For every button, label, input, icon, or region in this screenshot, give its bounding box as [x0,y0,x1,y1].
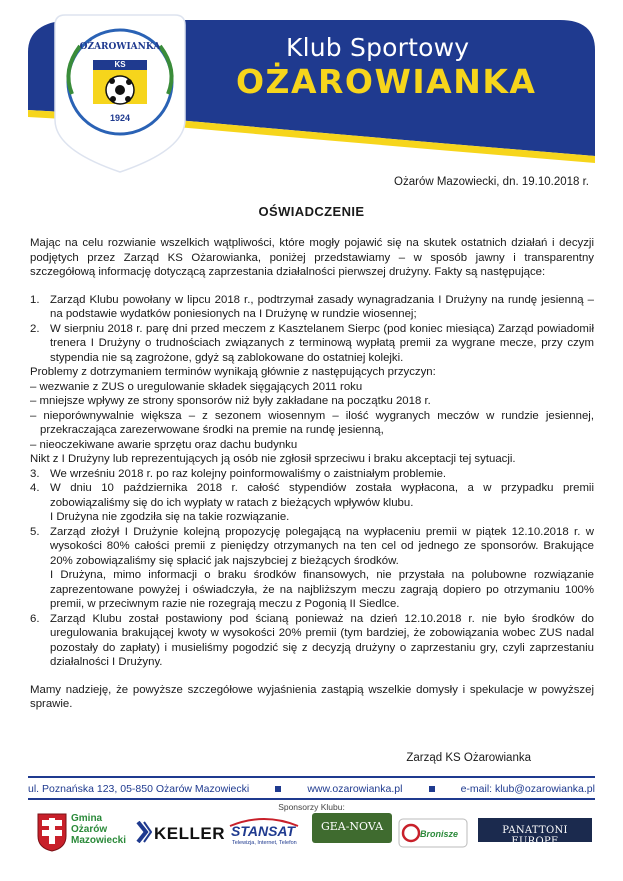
square-bullet-icon [275,786,281,792]
list-item-text: I Drużyna, mimo informacji o braku środków finansowych, nie przystała na polubowne rozwiązanie zaprezentowane powyżej i oświadczyła, że na najbliższym meczu zagrają dopiero po otrzymaniu 100% premii, w przeciwnym razie nie rozegrają meczu z Pogonią II Siedlce. [50,569,594,610]
intro-paragraph: Mając na celu rozwianie wszelkich wątpliwości, które mogły pojawić się na skutek ostatnich działań i decyzji podjętych przez Zarząd KS Ożarowianka, poniżej przedstawiamy – w sposób jawny i transparentny szczegółową informację dotyczącą zaprzestania działalności pierwszej drużyny. Fakty są następujące: [30,237,594,278]
footer-address: ul. Poznańska 123, 05-850 Ożarów Mazowiecki [28,783,250,795]
list-item-number: 5. [30,525,40,538]
list-item [30,481,594,525]
crest-year: 1924 [109,113,131,123]
list-item-text: W sierpniu 2018 r. parę dni przed meczem z Kasztelanem Sierpc (pod koniec miesiąca) Zarząd powiadomił trenera I Drużyny o trudnościach związanych z terminową wypłatą premii za wygrane mecze, przy czym stypendia nie są zagrożone, gdyż są zablokowane do ostatniej kolejki. [50,322,594,364]
signature: Zarząd KS Ożarowianka [406,752,531,764]
list-item-number: 6. [30,612,40,625]
document-date: Ożarów Mazowiecki, dn. 19.10.2018 r. [394,176,589,188]
document-title: OŚWIADCZENIE [258,204,365,219]
sponsor-stansat: STANSAT [231,823,296,839]
sponsor-gmina-line1: Gmina [71,813,103,824]
keller-chevron-icon [136,821,152,843]
list-item-text: We wrześniu 2018 r. po raz kolejny poinformowaliśmy o zaistniałym problemie. [50,467,447,480]
problem-item: – wezwanie z ZUS o uregulowanie składek sięgających 2011 roku [30,380,363,393]
list-item [30,293,594,322]
list-item-text: I Drużyna nie zgodziła się na takie rozwiązanie. [50,511,290,523]
list-item [30,467,594,482]
list-item-text: Zarząd Klubu powołany w lipcu 2018 r., podtrzymał zasady wynagradzania I Drużyny na rundę jesienną – na podstawie wydatków poniesionych na I Drużynę w rundzie wiosennej; [50,293,594,320]
gmina-crest-icon [36,812,68,852]
list-item [30,322,594,366]
sponsors-label: Sponsorzy Klubu: [278,802,345,812]
no-objection-statement: Nikt z I Drużyny lub reprezentujących ją osób nie zgłosił sprzeciwu i braku akceptacji tej sytuacji. [30,453,516,465]
list-item-text: W dniu 10 października 2018 r. całość stypendiów została wypłacona, a w przypadku premii zobowiązaliśmy się do ich wypłaty w ratach z bieżących wpływów klubu. [50,482,594,509]
club-name-line1: Klub Sportowy [286,33,470,62]
closing-paragraph: Mamy nadzieję, że powyższe szczegółowe wyjaśnienia zastąpią wszelkie domysły i spekulacje w powyższej sprawie. [30,683,594,710]
sponsor-panattoni: PANATTONI EUROPE [502,825,568,847]
list-item-number: 2. [30,322,40,335]
footer-website-link[interactable]: www.ozarowianka.pl [307,783,403,795]
list-item [30,525,594,612]
problems-intro: Problemy z dotrzymaniem terminów wynikają głównie z następujących przyczyn: [30,366,436,378]
list-item-number: 4. [30,482,40,494]
list-item [30,612,594,670]
list-item-number: 1. [30,293,40,306]
crest-name: OŻAROWIANKA [79,42,161,52]
problem-item: – nieoczekiwane awarie sprzętu oraz dachu budynku [30,438,298,451]
sponsor-stansat-tagline: Telewizja, Internet, Telefon [232,840,297,846]
list-item-text: Zarząd złożył I Drużynie kolejną propozycję polegającą na wypłaceniu premii w piątek 12.10.2018 r. w wysokości 80% całości premii z pieniędzy otrzymanych na ten cel od jednego ze sponsorów. Brakujące 20% zobowiązaliśmy się spłacić jak najszybciej z bieżących środków. [50,525,594,567]
problem-item: – nieporównywalnie większa – z sezonem wiosennym – ilość wygranych meczów w rundzie jesiennej, przekraczająca zarezerwowane środki na premie na rundę jesienną, [30,409,594,436]
club-name-line2: OŻAROWIANKA [236,62,537,101]
footer-email-link[interactable]: e-mail: klub@ozarowianka.pl [460,783,595,795]
document-body [30,236,594,712]
square-bullet-icon [429,786,435,792]
crest-ks: KS [114,60,126,69]
sponsor-gmina [71,813,126,846]
footer-divider-bottom [28,798,595,800]
sponsor-gmina-line3: Mazowiecki [71,835,127,846]
list-item-number: 3. [30,467,40,480]
sponsor-geanova: GEA-NOVA [320,820,384,833]
footer-contact [28,783,595,795]
sponsor-keller: KELLER [154,824,225,843]
header-banner [0,0,623,175]
sponsor-bronisze: Bronisze [420,829,459,839]
problem-item: – mniejsze wpływy ze strony sponsorów niż były zakładane na początku 2018 r. [30,395,431,407]
sponsor-gmina-line2: Ożarów [71,824,108,835]
list-item-text: Zarząd Klubu został postawiony pod ścianą ponieważ na dzień 12.10.2018 r. nie było środków do uregulowania brakującej kwoty w wysokości 20% premii (tym bardziej, że zobowiązania wobec ZUS nadal pozostały do zapłaty) i musieliśmy pogodzić się z decyzją drużyny o zaprzestaniu gry, czyli zaprzestaniu działalności I Drużyny. [50,612,594,668]
footer-divider-top [28,776,595,778]
